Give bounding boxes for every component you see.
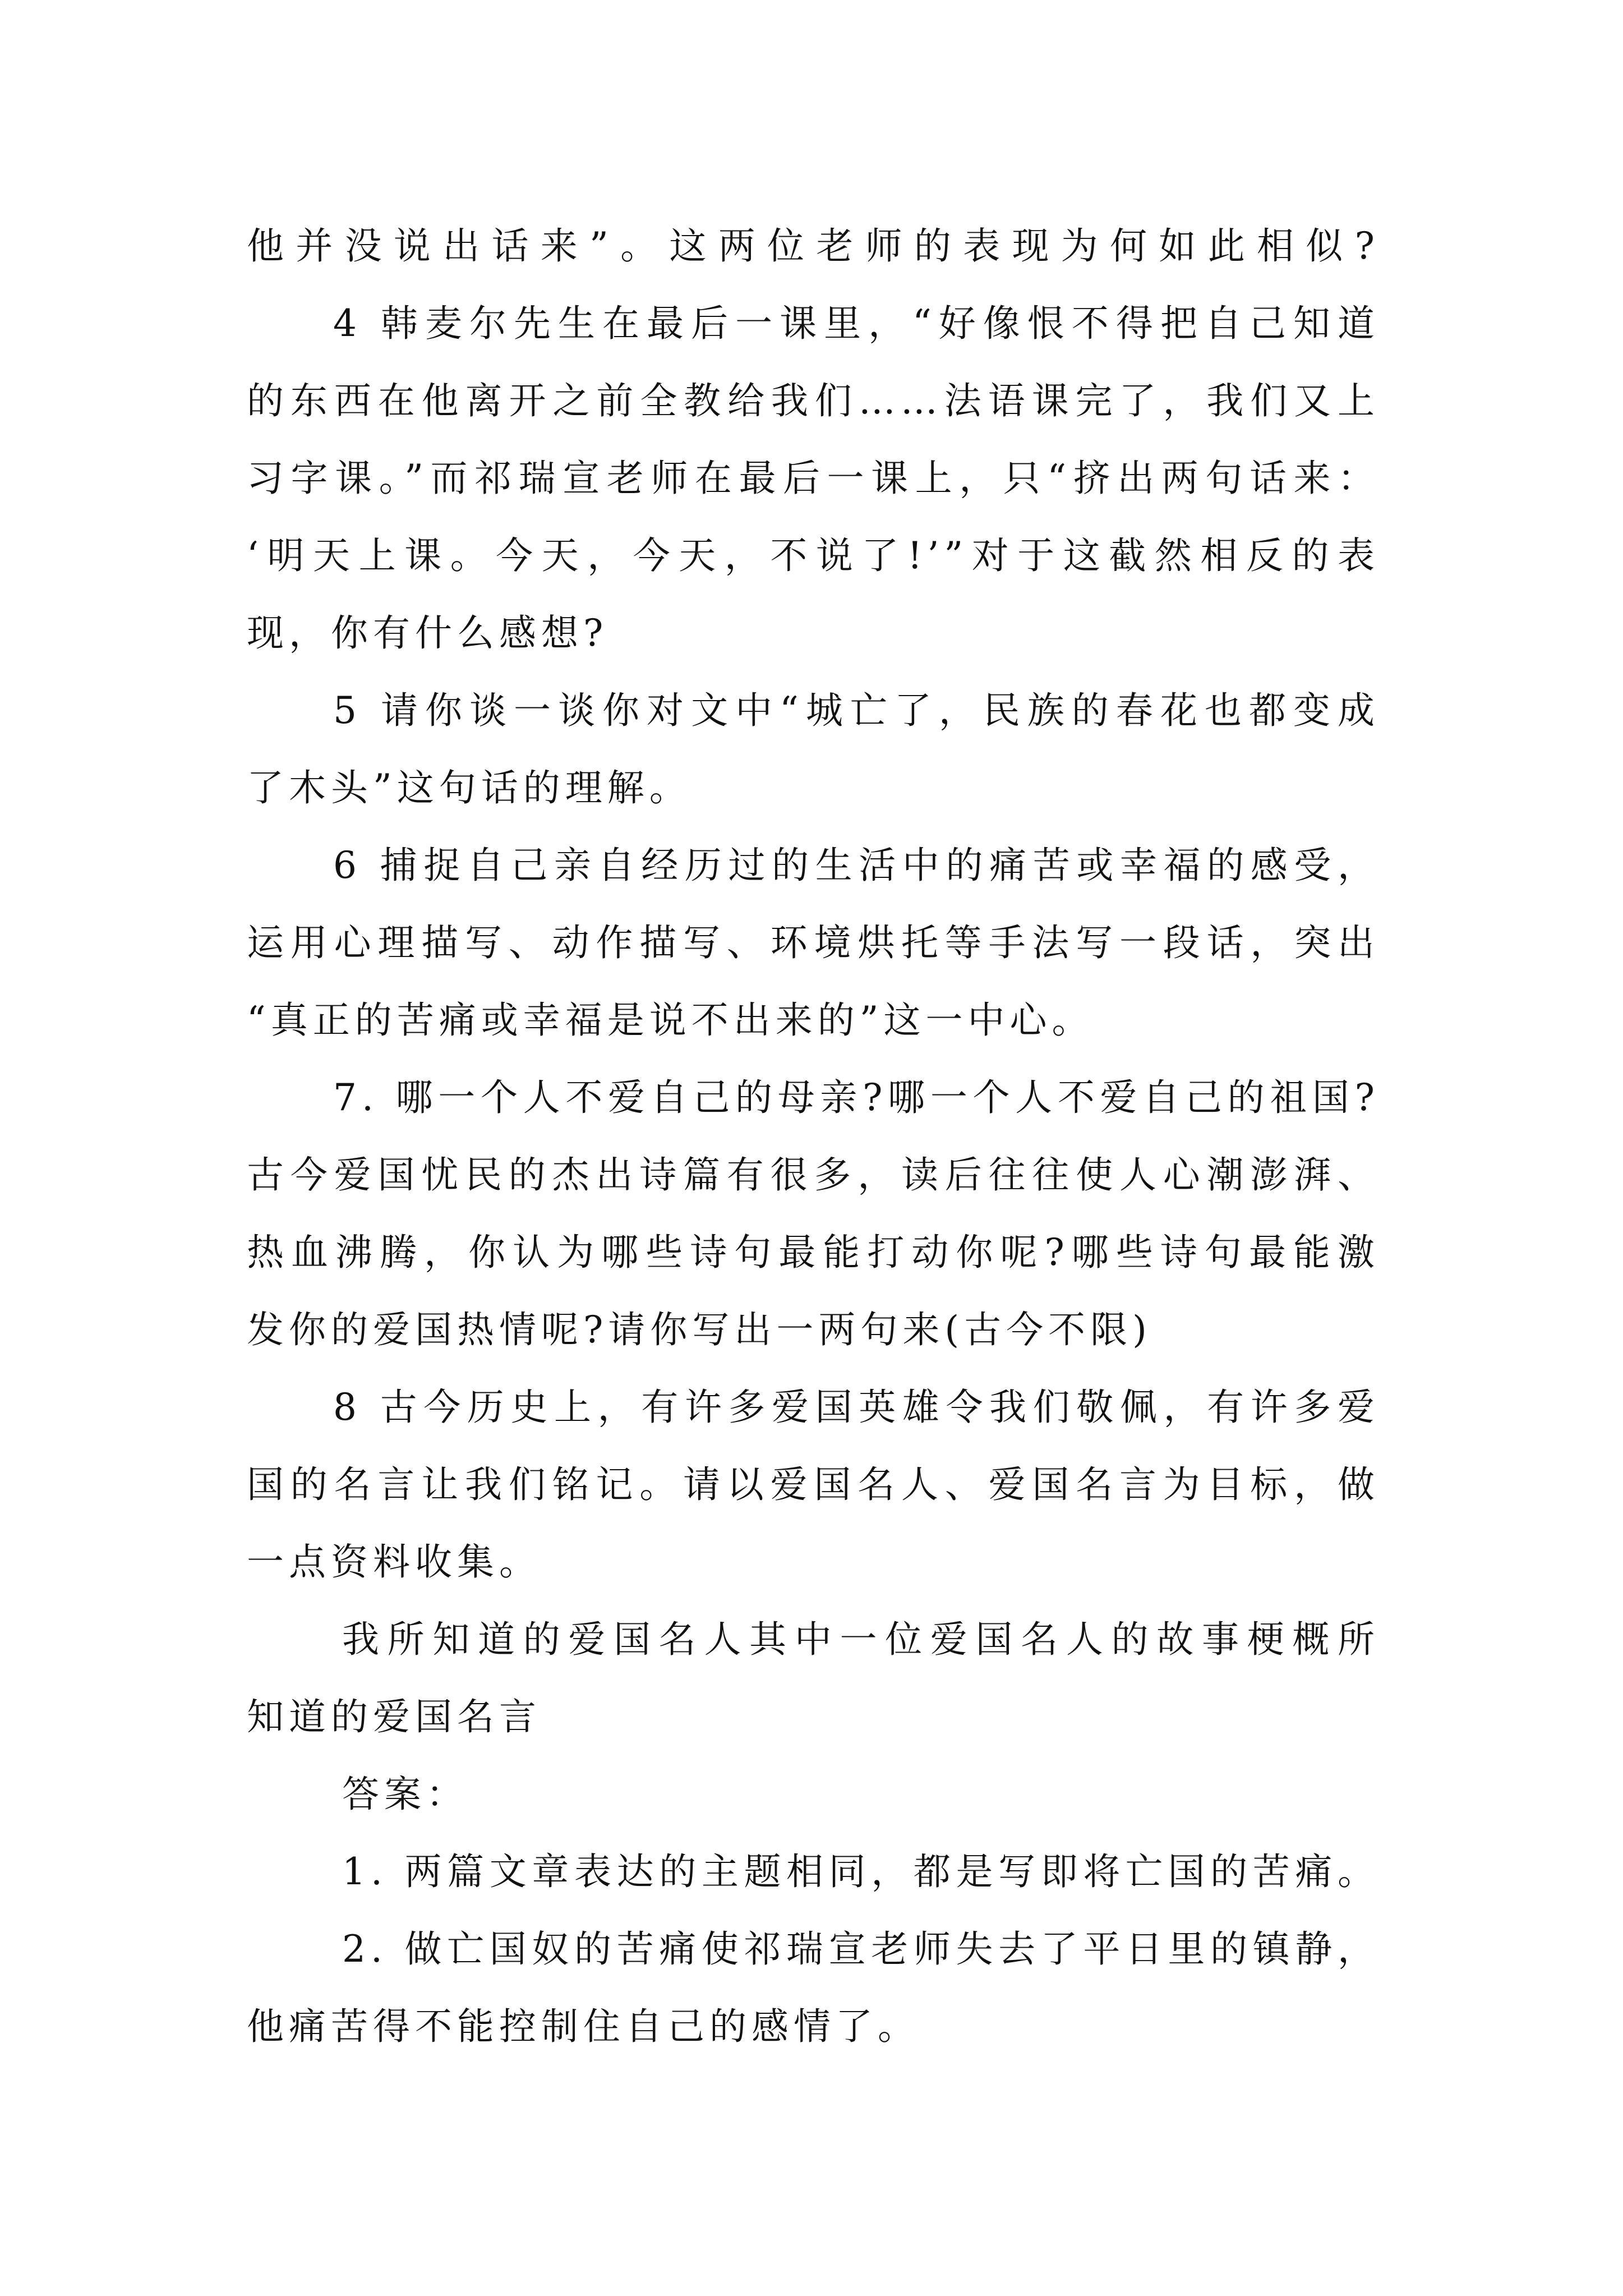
text-line: 他并没说出话来”。这两位老师的表现为何如此相似? [247,224,1380,268]
text-line: 习字课。”而祁瑞宣老师在最后一课上，只“挤出两句话来： [247,457,1380,500]
text-line: 一点资料收集。 [247,1540,541,1584]
text-line: “真正的苦痛或幸福是说不出来的”这一中心。 [247,999,1094,1042]
text-line: 发你的爱国热情呢?请你写出一两句来(古今不限) [247,1308,1152,1351]
text-line: 他痛苦得不能控制住自己的感情了。 [247,2005,920,2048]
text-line: 国的名言让我们铭记。请以爱国名人、爱国名言为目标，做 [247,1463,1380,1506]
answers-heading: 答案： [342,1773,468,1816]
text-line: 古今爱国忧民的杰出诗篇有很多，读后往往使人心潮澎湃、 [247,1153,1380,1197]
text-line: ‘明天上课。今天，今天，不说了!’”对于这截然相反的表 [247,534,1380,577]
text-line: 了木头”这句话的理解。 [247,766,691,809]
text-line: 知道的爱国名言 [247,1695,541,1738]
answer-2-line: 2. 做亡国奴的苦痛使祁瑞宣老师失去了平日里的镇静， [342,1927,1380,1971]
question-8-line: 8 古今历史上，有许多爱国英雄令我们敬佩，有许多爱 [333,1386,1380,1429]
question-7-line: 7. 哪一个人不爱自己的母亲?哪一个人不爱自己的祖国? [333,1076,1380,1119]
text-line: 运用心理描写、动作描写、环境烘托等手法写一段话，突出 [247,921,1380,964]
text-line: 的东西在他离开之前全教给我们……法语课完了，我们又上 [247,379,1380,422]
text-line: 热血沸腾，你认为哪些诗句最能打动你呢?哪些诗句最能激 [247,1231,1380,1274]
question-4-line: 4 韩麦尔先生在最后一课里，“好像恨不得把自己知道 [333,302,1380,345]
table-header-line: 我所知道的爱国名人其中一位爱国名人的故事梗概所 [342,1618,1380,1661]
text-column [247,208,1380,2065]
text-line: 现，你有什么感想? [247,611,608,655]
question-6-line: 6 捕捉自己亲自经历过的生活中的痛苦或幸福的感受， [333,844,1380,887]
answer-1-line: 1. 两篇文章表达的主题相同，都是写即将亡国的苦痛。 [342,1850,1380,1893]
question-5-line: 5 请你谈一谈你对文中“城亡了，民族的春花也都变成 [333,689,1380,732]
